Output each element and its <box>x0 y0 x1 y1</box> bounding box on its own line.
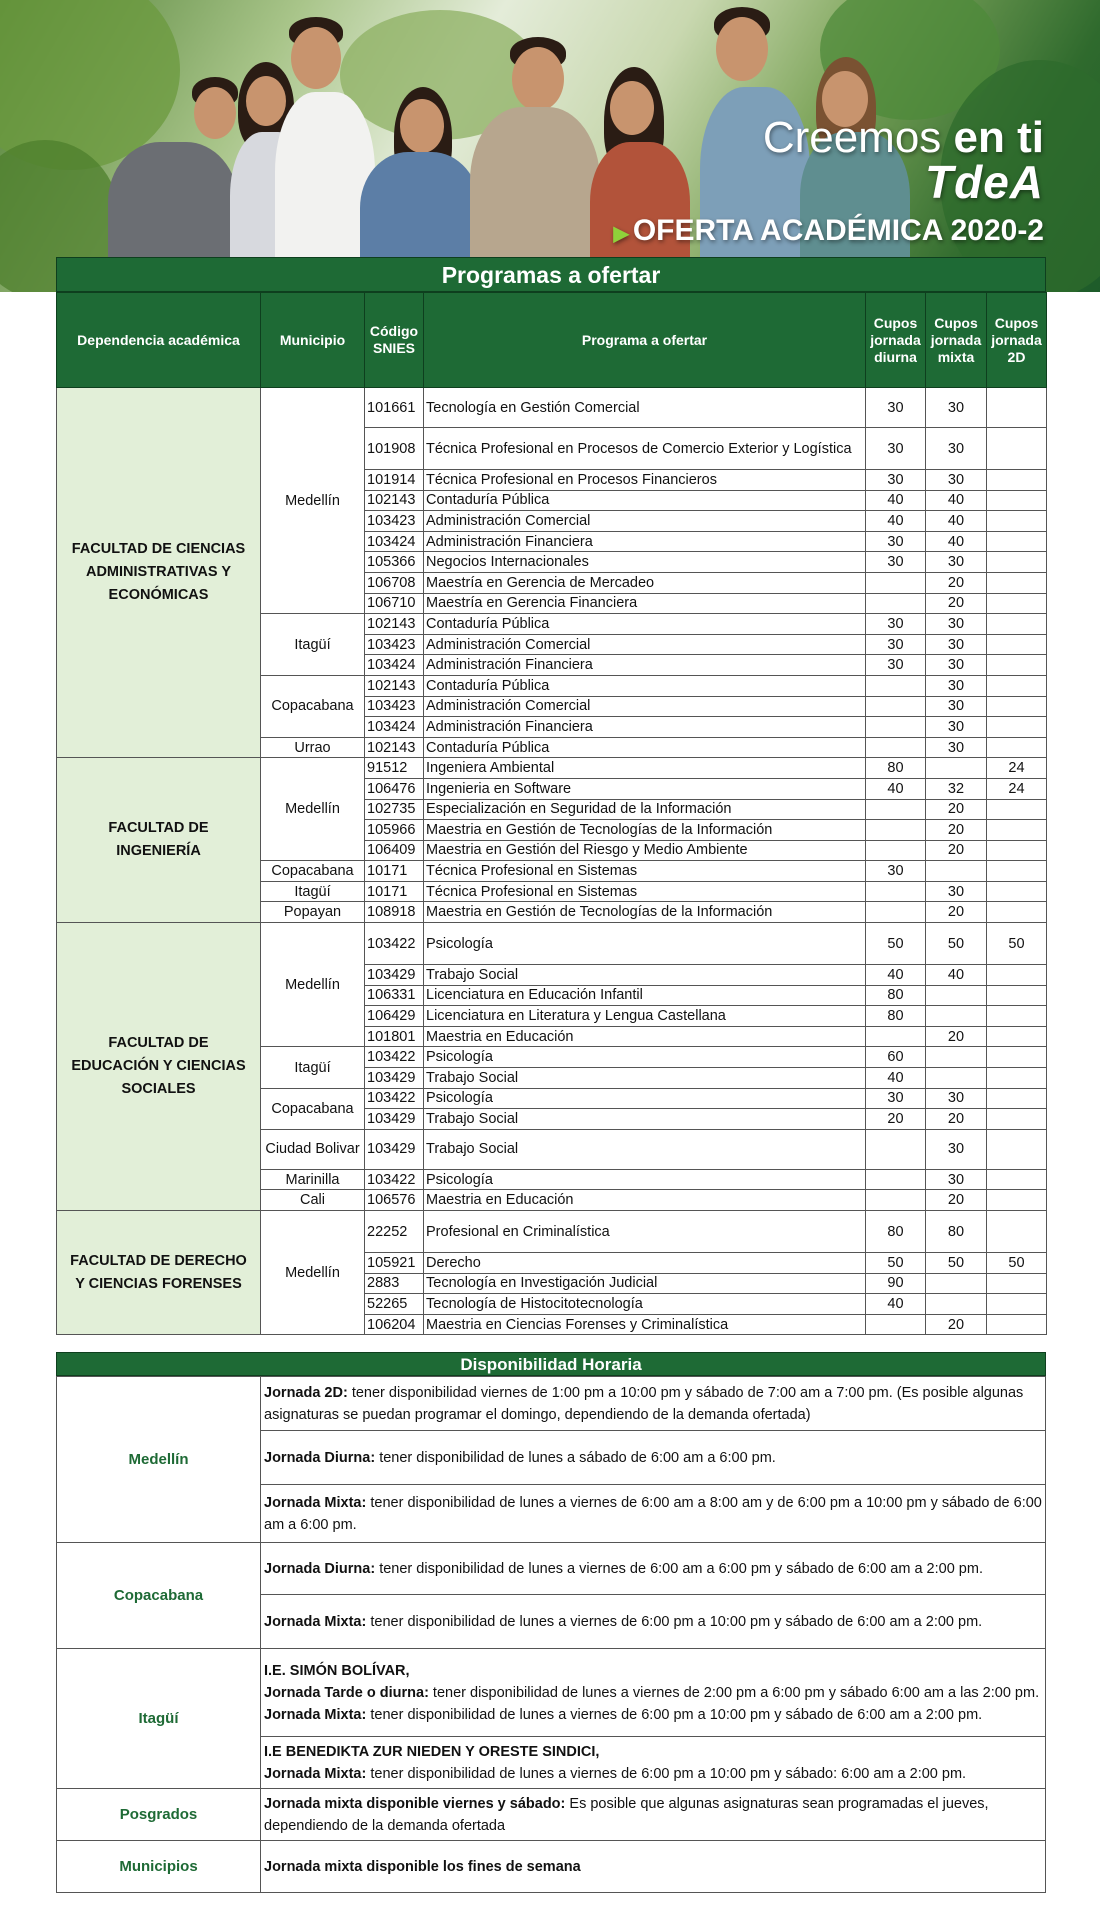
program-name-cell: Contaduría Pública <box>424 490 866 511</box>
availability-location: Itagüí <box>57 1649 261 1789</box>
program-name-cell: Tecnología en Gestión Comercial <box>424 388 866 428</box>
program-name-cell: Especialización en Seguridad de la Información <box>424 799 866 820</box>
cupos-2d-cell <box>987 490 1047 511</box>
snies-code-cell: 102143 <box>365 614 424 635</box>
cupos-2d-cell <box>987 428 1047 470</box>
cupos-diurna-cell: 40 <box>866 490 926 511</box>
cupos-mixta-cell: 30 <box>926 1088 987 1109</box>
snies-code-cell: 106708 <box>365 572 424 593</box>
cupos-diurna-cell: 30 <box>866 1088 926 1109</box>
cupos-2d-cell <box>987 902 1047 923</box>
municipality-cell: Urrao <box>261 737 365 758</box>
cupos-mixta-cell: 30 <box>926 696 987 717</box>
cupos-2d-cell <box>987 696 1047 717</box>
faculty-cell: FACULTAD DE DERECHO Y CIENCIAS FORENSES <box>57 1211 261 1335</box>
program-name-cell: Administración Financiera <box>424 531 866 552</box>
cupos-2d-cell <box>987 634 1047 655</box>
hero-banner <box>0 0 1100 292</box>
availability-detail <box>261 1737 1046 1789</box>
snies-code-cell: 103423 <box>365 511 424 532</box>
schedule-label: Jornada Tarde o diurna: <box>264 1684 429 1701</box>
head-shape <box>512 47 564 111</box>
program-row <box>57 923 1047 965</box>
cupos-mixta-cell: 20 <box>926 593 987 614</box>
snies-code-cell: 103429 <box>365 1129 424 1169</box>
cupos-mixta-cell: 20 <box>926 1026 987 1047</box>
cupos-mixta-cell <box>926 985 987 1006</box>
schedule-label: I.E BENEDIKTA ZUR NIEDEN Y ORESTE SINDICI, <box>264 1743 600 1760</box>
cupos-diurna-cell: 40 <box>866 511 926 532</box>
cupos-diurna-cell <box>866 1169 926 1190</box>
program-name-cell: Administración Comercial <box>424 511 866 532</box>
snies-code-cell: 102143 <box>365 675 424 696</box>
cupos-diurna-cell: 30 <box>866 531 926 552</box>
cupos-mixta-cell: 30 <box>926 428 987 470</box>
program-name-cell: Técnica Profesional en Procesos de Comercio Exterior y Logística <box>424 428 866 470</box>
schedule-text: tener disponibilidad de lunes a viernes de 6:00 pm a 10:00 pm y sábado de 6:00 am a 2:00 pm. <box>366 1613 983 1630</box>
cupos-2d-cell: 24 <box>987 778 1047 799</box>
cupos-diurna-cell <box>866 881 926 902</box>
program-name-cell: Psicología <box>424 1088 866 1109</box>
schedule-text: tener disponibilidad de lunes a viernes de 2:00 pm a 6:00 pm y sábado 6:00 am a las 2:00 pm. <box>428 1684 1040 1701</box>
header-programa: Programa a ofertar <box>424 293 866 388</box>
municipality-cell: Medellín <box>261 758 365 861</box>
program-name-cell: Administración Comercial <box>424 696 866 717</box>
cupos-diurna-cell <box>866 717 926 738</box>
schedule-label: Jornada mixta disponible los fines de semana <box>264 1858 581 1875</box>
availability-row <box>57 1649 1046 1737</box>
cupos-2d-cell <box>987 1294 1047 1315</box>
programs-title: Programas a ofertar <box>56 257 1046 292</box>
head-shape <box>716 17 768 81</box>
cupos-2d-cell <box>987 593 1047 614</box>
cupos-diurna-cell <box>866 1129 926 1169</box>
programs-table-body <box>57 388 1047 1335</box>
cupos-diurna-cell <box>866 737 926 758</box>
cupos-mixta-cell: 40 <box>926 965 987 986</box>
cupos-2d-cell <box>987 572 1047 593</box>
cupos-2d-cell <box>987 1088 1047 1109</box>
municipality-cell: Copacabana <box>261 1088 365 1129</box>
availability-row <box>57 1377 1046 1431</box>
cupos-2d-cell <box>987 552 1047 573</box>
cupos-2d-cell <box>987 655 1047 676</box>
cupos-diurna-cell <box>866 675 926 696</box>
snies-code-cell: 105366 <box>365 552 424 573</box>
schedule-label: I.E. SIMÓN BOLÍVAR, <box>264 1662 410 1679</box>
snies-code-cell: 106476 <box>365 778 424 799</box>
availability-row <box>57 1841 1046 1893</box>
cupos-2d-cell: 50 <box>987 923 1047 965</box>
snies-code-cell: 106331 <box>365 985 424 1006</box>
program-row <box>57 1211 1047 1253</box>
cupos-2d-cell: 50 <box>987 1253 1047 1274</box>
cupos-mixta-cell: 30 <box>926 470 987 491</box>
program-name-cell: Licenciatura en Educación Infantil <box>424 985 866 1006</box>
head-shape <box>291 27 341 89</box>
schedule-label: Jornada 2D: <box>264 1384 348 1401</box>
header-2d: Cupos jornada 2D <box>987 293 1047 388</box>
program-name-cell: Trabajo Social <box>424 965 866 986</box>
snies-code-cell: 52265 <box>365 1294 424 1315</box>
program-name-cell: Técnica Profesional en Sistemas <box>424 881 866 902</box>
cupos-2d-cell <box>987 1314 1047 1335</box>
programs-section <box>56 257 1046 1335</box>
cupos-mixta-cell: 30 <box>926 717 987 738</box>
municipality-cell: Itagüí <box>261 614 365 676</box>
cupos-2d-cell <box>987 1006 1047 1027</box>
snies-code-cell: 103423 <box>365 696 424 717</box>
snies-code-cell: 103422 <box>365 923 424 965</box>
cupos-diurna-cell: 50 <box>866 923 926 965</box>
availability-section <box>56 1352 1046 1893</box>
schedule-label: Jornada Mixta: <box>264 1765 367 1782</box>
municipality-cell: Cali <box>261 1190 365 1211</box>
snies-code-cell: 101661 <box>365 388 424 428</box>
cupos-2d-cell <box>987 1190 1047 1211</box>
cupos-mixta-cell: 30 <box>926 737 987 758</box>
program-name-cell: Técnica Profesional en Sistemas <box>424 861 866 882</box>
schedule-label: Jornada Mixta: <box>264 1494 367 1511</box>
program-name-cell: Profesional en Criminalística <box>424 1211 866 1253</box>
snies-code-cell: 105921 <box>365 1253 424 1274</box>
cupos-mixta-cell: 30 <box>926 881 987 902</box>
cupos-diurna-cell <box>866 799 926 820</box>
schedule-text: tener disponibilidad de lunes a viernes de 6:00 am a 6:00 pm y sábado de 6:00 am a 2:00 pm. <box>375 1560 983 1577</box>
faculty-cell: FACULTAD DE EDUCACIÓN Y CIENCIAS SOCIALES <box>57 923 261 1211</box>
cupos-diurna-cell: 80 <box>866 1006 926 1027</box>
cupos-2d-cell <box>987 1273 1047 1294</box>
cupos-diurna-cell: 30 <box>866 388 926 428</box>
cupos-diurna-cell: 20 <box>866 1109 926 1130</box>
program-name-cell: Tecnología en Investigación Judicial <box>424 1273 866 1294</box>
municipality-cell: Itagüí <box>261 881 365 902</box>
schedule-label: Jornada Mixta: <box>264 1706 367 1723</box>
snies-code-cell: 103424 <box>365 655 424 676</box>
snies-code-cell: 102143 <box>365 737 424 758</box>
program-name-cell: Administración Comercial <box>424 634 866 655</box>
municipality-cell: Medellín <box>261 923 365 1047</box>
cupos-mixta-cell: 80 <box>926 1211 987 1253</box>
program-name-cell: Maestria en Gestión de Tecnologías de la Información <box>424 902 866 923</box>
program-name-cell: Trabajo Social <box>424 1068 866 1089</box>
cupos-diurna-cell: 30 <box>866 861 926 882</box>
schedule-text: tener disponibilidad de lunes a viernes de 6:00 pm a 10:00 pm y sábado: 6:00 am a 2:00 pm. <box>366 1765 967 1782</box>
program-name-cell: Contaduría Pública <box>424 675 866 696</box>
cupos-diurna-cell: 40 <box>866 778 926 799</box>
program-name-cell: Tecnología de Histocitotecnología <box>424 1294 866 1315</box>
municipality-cell: Itagüí <box>261 1047 365 1088</box>
program-name-cell: Trabajo Social <box>424 1109 866 1130</box>
cupos-mixta-cell <box>926 1068 987 1089</box>
availability-detail <box>261 1543 1046 1595</box>
snies-code-cell: 103429 <box>365 1068 424 1089</box>
cupos-mixta-cell: 20 <box>926 572 987 593</box>
program-name-cell: Maestría en Gerencia Financiera <box>424 593 866 614</box>
cupos-2d-cell <box>987 1169 1047 1190</box>
cupos-diurna-cell <box>866 696 926 717</box>
cupos-2d-cell <box>987 470 1047 491</box>
cupos-2d-cell <box>987 965 1047 986</box>
availability-detail <box>261 1431 1046 1485</box>
cupos-mixta-cell: 30 <box>926 388 987 428</box>
cupos-mixta-cell: 20 <box>926 820 987 841</box>
cupos-diurna-cell: 90 <box>866 1273 926 1294</box>
cupos-2d-cell <box>987 1129 1047 1169</box>
municipality-cell: Marinilla <box>261 1169 365 1190</box>
tagline-bold: en ti <box>953 113 1044 162</box>
cupos-2d-cell <box>987 985 1047 1006</box>
program-name-cell: Ingenieria en Software <box>424 778 866 799</box>
cupos-mixta-cell: 30 <box>926 614 987 635</box>
cupos-2d-cell <box>987 1211 1047 1253</box>
availability-detail <box>261 1485 1046 1543</box>
cupos-2d-cell <box>987 1109 1047 1130</box>
snies-code-cell: 10171 <box>365 861 424 882</box>
cupos-diurna-cell: 80 <box>866 1211 926 1253</box>
snies-code-cell: 103422 <box>365 1169 424 1190</box>
snies-code-cell: 101908 <box>365 428 424 470</box>
cupos-mixta-cell: 30 <box>926 655 987 676</box>
cupos-2d-cell <box>987 1047 1047 1068</box>
cupos-mixta-cell: 20 <box>926 1109 987 1130</box>
program-name-cell: Administración Financiera <box>424 717 866 738</box>
program-name-cell: Derecho <box>424 1253 866 1274</box>
schedule-text: Es posible que algunas asignaturas sean programadas el jueves, dependiendo de la demanda ofertada <box>264 1795 989 1834</box>
cupos-diurna-cell: 30 <box>866 634 926 655</box>
header-codigo: Código SNIES <box>365 293 424 388</box>
snies-code-cell: 103423 <box>365 634 424 655</box>
program-name-cell: Administración Financiera <box>424 655 866 676</box>
cupos-2d-cell <box>987 840 1047 861</box>
availability-detail <box>261 1649 1046 1737</box>
snies-code-cell: 103422 <box>365 1047 424 1068</box>
cupos-mixta-cell <box>926 1294 987 1315</box>
cupos-2d-cell <box>987 531 1047 552</box>
tagline-line <box>613 113 1044 162</box>
cupos-diurna-cell: 30 <box>866 428 926 470</box>
snies-code-cell: 103429 <box>365 965 424 986</box>
offer-title: OFERTA ACADÉMICA 2020-2 <box>632 214 1044 247</box>
snies-code-cell: 106409 <box>365 840 424 861</box>
availability-detail <box>261 1789 1046 1841</box>
snies-code-cell: 105966 <box>365 820 424 841</box>
head-shape <box>400 99 444 153</box>
snies-code-cell: 103429 <box>365 1109 424 1130</box>
municipality-cell: Copacabana <box>261 861 365 882</box>
program-name-cell: Maestria en Gestión del Riesgo y Medio Ambiente <box>424 840 866 861</box>
snies-code-cell: 10171 <box>365 881 424 902</box>
schedule-label: Jornada mixta disponible viernes y sábado: <box>264 1795 566 1812</box>
cupos-diurna-cell: 80 <box>866 985 926 1006</box>
triangle-right-icon: ▶ <box>613 223 629 245</box>
availability-table-body <box>57 1377 1046 1893</box>
cupos-mixta-cell: 20 <box>926 902 987 923</box>
snies-code-cell: 91512 <box>365 758 424 779</box>
program-name-cell: Licenciatura en Literatura y Lengua Castellana <box>424 1006 866 1027</box>
snies-code-cell: 22252 <box>365 1211 424 1253</box>
program-name-cell: Negocios Internacionales <box>424 552 866 573</box>
cupos-diurna-cell <box>866 1026 926 1047</box>
cupos-diurna-cell: 30 <box>866 470 926 491</box>
cupos-diurna-cell: 40 <box>866 965 926 986</box>
cupos-2d-cell <box>987 511 1047 532</box>
cupos-diurna-cell <box>866 1314 926 1335</box>
availability-row <box>57 1543 1046 1595</box>
program-name-cell: Maestría en Gerencia de Mercadeo <box>424 572 866 593</box>
schedule-label: Jornada Mixta: <box>264 1613 367 1630</box>
snies-code-cell: 106204 <box>365 1314 424 1335</box>
cupos-mixta-cell <box>926 1273 987 1294</box>
brand-logo: TdeA <box>925 156 1044 208</box>
cupos-mixta-cell: 20 <box>926 840 987 861</box>
cupos-mixta-cell: 20 <box>926 799 987 820</box>
cupos-diurna-cell: 80 <box>866 758 926 779</box>
header-mixta: Cupos jornada mixta <box>926 293 987 388</box>
cupos-diurna-cell <box>866 1190 926 1211</box>
program-name-cell: Maestria en Ciencias Forenses y Criminalística <box>424 1314 866 1335</box>
cupos-mixta-cell <box>926 1006 987 1027</box>
municipality-cell: Popayan <box>261 902 365 923</box>
municipality-cell: Copacabana <box>261 675 365 737</box>
program-name-cell: Psicología <box>424 923 866 965</box>
cupos-mixta-cell: 40 <box>926 511 987 532</box>
faculty-cell: FACULTAD DE INGENIERÍA <box>57 758 261 923</box>
cupos-mixta-cell: 40 <box>926 490 987 511</box>
cupos-2d-cell <box>987 1068 1047 1089</box>
municipality-cell: Medellín <box>261 1211 365 1335</box>
header-municipio: Municipio <box>261 293 365 388</box>
availability-location: Copacabana <box>57 1543 261 1649</box>
cupos-mixta-cell <box>926 758 987 779</box>
availability-row <box>57 1789 1046 1841</box>
program-name-cell: Ingeniera Ambiental <box>424 758 866 779</box>
person-figure <box>470 37 600 292</box>
program-name-cell: Psicología <box>424 1169 866 1190</box>
cupos-mixta-cell: 40 <box>926 531 987 552</box>
cupos-diurna-cell: 50 <box>866 1253 926 1274</box>
offer-title-line <box>613 214 1044 248</box>
snies-code-cell: 106710 <box>365 593 424 614</box>
schedule-text: tener disponibilidad de lunes a viernes de 6:00 am a 8:00 am y de 6:00 pm a 10:00 pm y sábado de 6:00 am a 6:00 pm. <box>264 1494 1042 1533</box>
cupos-diurna-cell: 30 <box>866 552 926 573</box>
cupos-mixta-cell: 30 <box>926 634 987 655</box>
municipality-cell: Ciudad Bolivar <box>261 1129 365 1169</box>
availability-detail <box>261 1595 1046 1649</box>
cupos-mixta-cell: 30 <box>926 1169 987 1190</box>
programs-table <box>56 292 1047 1335</box>
header-dependencia: Dependencia académica <box>57 293 261 388</box>
snies-code-cell: 2883 <box>365 1273 424 1294</box>
program-name-cell: Técnica Profesional en Procesos Financieros <box>424 470 866 491</box>
snies-code-cell: 103422 <box>365 1088 424 1109</box>
cupos-diurna-cell <box>866 902 926 923</box>
availability-detail <box>261 1377 1046 1431</box>
cupos-diurna-cell: 60 <box>866 1047 926 1068</box>
cupos-2d-cell <box>987 737 1047 758</box>
cupos-mixta-cell: 30 <box>926 675 987 696</box>
cupos-2d-cell <box>987 861 1047 882</box>
cupos-2d-cell <box>987 675 1047 696</box>
programs-header-row <box>57 293 1047 388</box>
program-name-cell: Contaduría Pública <box>424 737 866 758</box>
cupos-mixta-cell: 30 <box>926 1129 987 1169</box>
cupos-diurna-cell <box>866 572 926 593</box>
program-name-cell: Contaduría Pública <box>424 614 866 635</box>
cupos-2d-cell <box>987 1026 1047 1047</box>
program-name-cell: Maestria en Educación <box>424 1190 866 1211</box>
schedule-label: Jornada Diurna: <box>264 1560 376 1577</box>
cupos-diurna-cell <box>866 840 926 861</box>
availability-table <box>56 1376 1046 1893</box>
cupos-2d-cell <box>987 717 1047 738</box>
cupos-mixta-cell: 50 <box>926 1253 987 1274</box>
cupos-diurna-cell: 40 <box>866 1068 926 1089</box>
header-diurna: Cupos jornada diurna <box>866 293 926 388</box>
snies-code-cell: 103424 <box>365 531 424 552</box>
schedule-text: tener disponibilidad de lunes a sábado de 6:00 am a 6:00 pm. <box>375 1449 776 1466</box>
snies-code-cell: 101801 <box>365 1026 424 1047</box>
snies-code-cell: 103424 <box>365 717 424 738</box>
hero-tagline <box>613 113 1044 248</box>
municipality-cell: Medellín <box>261 388 365 614</box>
availability-title: Disponibilidad Horaria <box>56 1352 1046 1376</box>
cupos-mixta-cell: 50 <box>926 923 987 965</box>
faculty-cell: FACULTAD DE CIENCIAS ADMINISTRATIVAS Y ECONÓMICAS <box>57 388 261 758</box>
schedule-text: tener disponibilidad de lunes a viernes de 6:00 pm a 10:00 pm y sábado de 6:00 am a 2:00 pm. <box>366 1706 983 1723</box>
cupos-mixta-cell: 30 <box>926 552 987 573</box>
snies-code-cell: 102735 <box>365 799 424 820</box>
cupos-2d-cell: 24 <box>987 758 1047 779</box>
schedule-label: Jornada Diurna: <box>264 1449 376 1466</box>
cupos-mixta-cell: 20 <box>926 1314 987 1335</box>
cupos-mixta-cell: 32 <box>926 778 987 799</box>
cupos-2d-cell <box>987 881 1047 902</box>
cupos-diurna-cell <box>866 593 926 614</box>
cupos-mixta-cell <box>926 861 987 882</box>
cupos-diurna-cell <box>866 820 926 841</box>
cupos-diurna-cell: 30 <box>866 614 926 635</box>
cupos-2d-cell <box>987 614 1047 635</box>
program-row <box>57 758 1047 779</box>
snies-code-cell: 106576 <box>365 1190 424 1211</box>
schedule-text: tener disponibilidad viernes de 1:00 pm a 10:00 pm y sábado de 7:00 am a 7:00 pm. (Es posible algunas asignaturas se puedan programar el domingo, dependiendo de la demanda ofertada) <box>264 1384 1024 1423</box>
availability-location: Posgrados <box>57 1789 261 1841</box>
tagline-light: Creemos <box>762 113 942 162</box>
program-name-cell: Psicología <box>424 1047 866 1068</box>
cupos-2d-cell <box>987 799 1047 820</box>
cupos-diurna-cell: 40 <box>866 1294 926 1315</box>
availability-location: Medellín <box>57 1377 261 1543</box>
cupos-mixta-cell <box>926 1047 987 1068</box>
snies-code-cell: 101914 <box>365 470 424 491</box>
program-row <box>57 388 1047 428</box>
snies-code-cell: 106429 <box>365 1006 424 1027</box>
cupos-mixta-cell: 20 <box>926 1190 987 1211</box>
cupos-2d-cell <box>987 388 1047 428</box>
cupos-2d-cell <box>987 820 1047 841</box>
program-name-cell: Maestria en Educación <box>424 1026 866 1047</box>
availability-detail <box>261 1841 1046 1893</box>
snies-code-cell: 108918 <box>365 902 424 923</box>
program-name-cell: Maestria en Gestión de Tecnologías de la Información <box>424 820 866 841</box>
program-name-cell: Trabajo Social <box>424 1129 866 1169</box>
availability-location: Municipios <box>57 1841 261 1893</box>
cupos-diurna-cell: 30 <box>866 655 926 676</box>
snies-code-cell: 102143 <box>365 490 424 511</box>
